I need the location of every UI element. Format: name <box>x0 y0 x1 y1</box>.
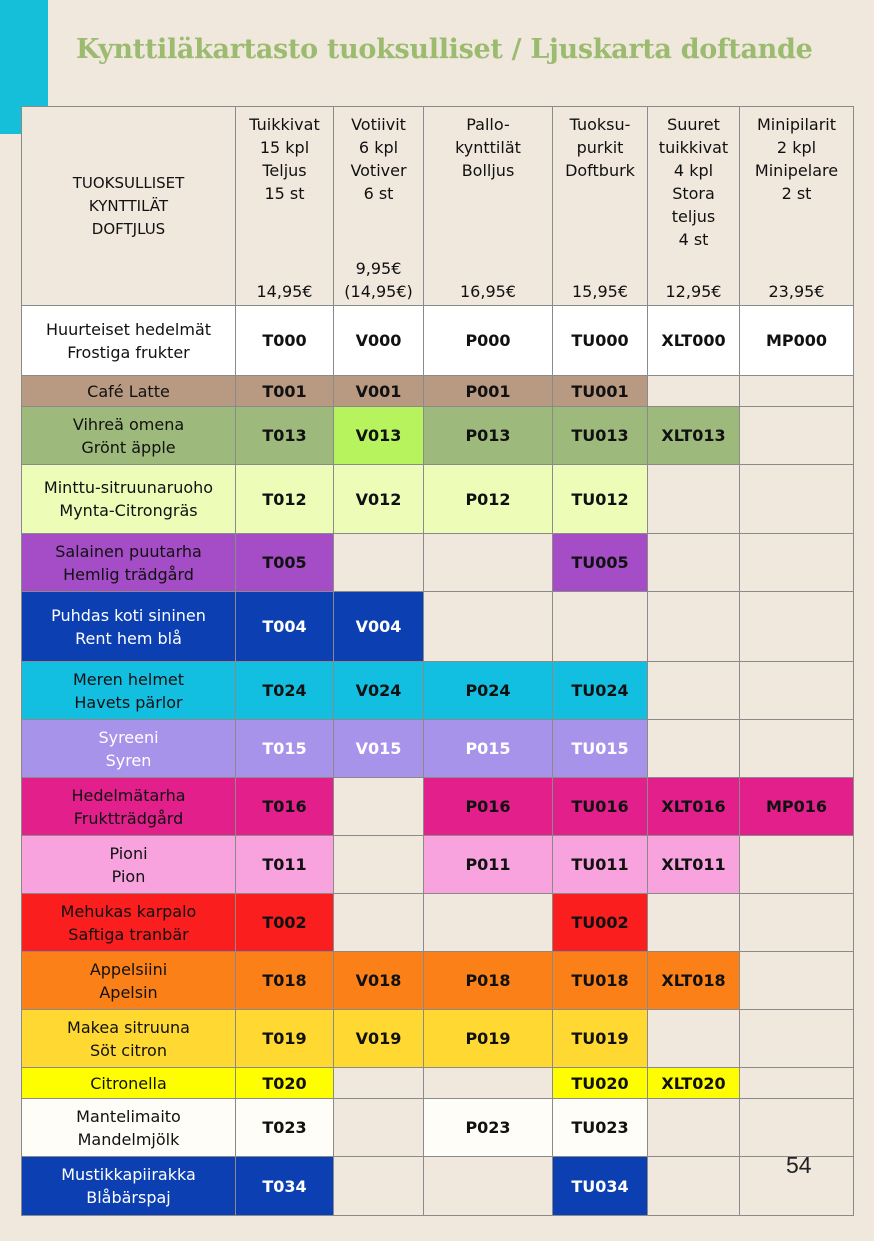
product-code: MP016 <box>740 778 854 836</box>
product-code: T016 <box>236 778 334 836</box>
product-code: TU013 <box>553 407 648 465</box>
product-code: T024 <box>236 662 334 720</box>
scent-name: Minttu-sitruunaruoho Mynta-Citrongräs <box>22 465 236 534</box>
product-code: TU019 <box>553 1010 648 1068</box>
column-price: 16,95€ <box>460 282 516 301</box>
scent-name: Hedelmätarha Fruktträdgård <box>22 778 236 836</box>
product-code: T034 <box>236 1157 334 1216</box>
product-code: T011 <box>236 836 334 894</box>
empty-cell <box>334 534 424 592</box>
product-code: TU005 <box>553 534 648 592</box>
product-code: V001 <box>334 376 424 407</box>
product-code: TU001 <box>553 376 648 407</box>
empty-cell <box>648 592 740 662</box>
table-row <box>22 778 854 836</box>
product-code: TU024 <box>553 662 648 720</box>
product-code: T012 <box>236 465 334 534</box>
table-row <box>22 662 854 720</box>
table-row <box>22 592 854 662</box>
empty-cell <box>648 534 740 592</box>
product-code: T001 <box>236 376 334 407</box>
empty-cell <box>648 376 740 407</box>
product-code: T018 <box>236 952 334 1010</box>
empty-cell <box>334 778 424 836</box>
product-code: V019 <box>334 1010 424 1068</box>
scent-name: Mantelimaito Mandelmjölk <box>22 1099 236 1157</box>
product-code: XLT016 <box>648 778 740 836</box>
empty-cell <box>424 592 553 662</box>
empty-cell <box>740 720 854 778</box>
product-code: V013 <box>334 407 424 465</box>
product-code: T019 <box>236 1010 334 1068</box>
empty-cell <box>740 952 854 1010</box>
product-code: TU012 <box>553 465 648 534</box>
product-code: XLT013 <box>648 407 740 465</box>
scent-name: Pioni Pion <box>22 836 236 894</box>
table-row <box>22 952 854 1010</box>
empty-cell <box>424 534 553 592</box>
empty-cell <box>648 894 740 952</box>
column-price: 15,95€ <box>572 282 628 301</box>
empty-cell <box>740 1068 854 1099</box>
product-code: T020 <box>236 1068 334 1099</box>
table-row <box>22 836 854 894</box>
product-code: T002 <box>236 894 334 952</box>
product-code: TU023 <box>553 1099 648 1157</box>
product-code: TU020 <box>553 1068 648 1099</box>
column-price: 9,95€ (14,95€) <box>344 259 413 301</box>
empty-cell <box>740 894 854 952</box>
empty-cell <box>740 836 854 894</box>
product-code: XLT020 <box>648 1068 740 1099</box>
product-code: V024 <box>334 662 424 720</box>
candle-chart-table <box>21 106 854 1216</box>
product-code: T000 <box>236 306 334 376</box>
scent-name: Café Latte <box>22 376 236 407</box>
empty-cell <box>648 1010 740 1068</box>
empty-cell <box>334 1157 424 1216</box>
product-code: V000 <box>334 306 424 376</box>
empty-cell <box>334 1099 424 1157</box>
product-code: TU034 <box>553 1157 648 1216</box>
empty-cell <box>740 1010 854 1068</box>
empty-cell <box>648 1157 740 1216</box>
product-code: P015 <box>424 720 553 778</box>
empty-cell <box>648 465 740 534</box>
column-header <box>553 107 648 306</box>
column-name: Tuoksu- purkit Doftburk <box>565 115 635 180</box>
table-row <box>22 407 854 465</box>
column-name: Minipilarit 2 kpl Minipelare 2 st <box>754 115 839 203</box>
product-code: P016 <box>424 778 553 836</box>
table-row <box>22 376 854 407</box>
product-code: XLT018 <box>648 952 740 1010</box>
product-code: TU000 <box>553 306 648 376</box>
page-number: 54 <box>786 1152 812 1178</box>
table-row <box>22 1068 854 1099</box>
product-code: XLT011 <box>648 836 740 894</box>
empty-cell <box>424 894 553 952</box>
column-name: Votiivit 6 kpl Votiver 6 st <box>350 115 407 203</box>
table-row <box>22 894 854 952</box>
product-code: MP000 <box>740 306 854 376</box>
empty-cell <box>424 1157 553 1216</box>
empty-cell <box>334 894 424 952</box>
empty-cell <box>740 592 854 662</box>
column-name: Pallo- kynttilät Bolljus <box>455 115 521 180</box>
product-code: P019 <box>424 1010 553 1068</box>
table-row <box>22 1157 854 1216</box>
product-code: P024 <box>424 662 553 720</box>
corner-header: TUOKSULLISET KYNTTILÄT DOFTJLUS <box>22 107 236 306</box>
empty-cell <box>740 407 854 465</box>
scent-name: Appelsiini Apelsin <box>22 952 236 1010</box>
product-code: T013 <box>236 407 334 465</box>
table-row <box>22 534 854 592</box>
scent-name: Huurteiset hedelmät Frostiga frukter <box>22 306 236 376</box>
product-code: V015 <box>334 720 424 778</box>
empty-cell <box>648 662 740 720</box>
column-header <box>648 107 740 306</box>
scent-name: Makea sitruuna Söt citron <box>22 1010 236 1068</box>
product-code: TU018 <box>553 952 648 1010</box>
empty-cell <box>334 836 424 894</box>
column-header <box>236 107 334 306</box>
product-code: P000 <box>424 306 553 376</box>
product-code: V012 <box>334 465 424 534</box>
empty-cell <box>648 1099 740 1157</box>
product-code: V018 <box>334 952 424 1010</box>
product-code: V004 <box>334 592 424 662</box>
empty-cell <box>740 662 854 720</box>
product-code: T005 <box>236 534 334 592</box>
empty-cell <box>740 534 854 592</box>
table-row <box>22 1099 854 1157</box>
product-code: P023 <box>424 1099 553 1157</box>
column-price: 14,95€ <box>256 282 313 301</box>
product-code: XLT000 <box>648 306 740 376</box>
page-title: Kynttiläkartasto tuoksulliset / Ljuskarta doftande <box>76 34 813 65</box>
product-code: P013 <box>424 407 553 465</box>
column-header <box>740 107 854 306</box>
scent-name: Meren helmet Havets pärlor <box>22 662 236 720</box>
table-row <box>22 306 854 376</box>
column-name: Tuikkivat 15 kpl Teljus 15 st <box>249 115 320 203</box>
table-row <box>22 720 854 778</box>
empty-cell <box>334 1068 424 1099</box>
product-code: TU002 <box>553 894 648 952</box>
empty-cell <box>553 592 648 662</box>
scent-name: Puhdas koti sininen Rent hem blå <box>22 592 236 662</box>
column-price: 23,95€ <box>768 282 825 301</box>
scent-name: Vihreä omena Grönt äpple <box>22 407 236 465</box>
product-code: P018 <box>424 952 553 1010</box>
empty-cell <box>740 1099 854 1157</box>
column-header <box>334 107 424 306</box>
product-code: P012 <box>424 465 553 534</box>
product-code: TU011 <box>553 836 648 894</box>
column-header <box>424 107 553 306</box>
table-row <box>22 465 854 534</box>
column-price: 12,95€ <box>665 282 722 301</box>
column-name: Suuret tuikkivat 4 kpl Stora teljus 4 st <box>658 115 729 249</box>
empty-cell <box>740 376 854 407</box>
product-code: TU016 <box>553 778 648 836</box>
scent-name: Syreeni Syren <box>22 720 236 778</box>
product-code: T004 <box>236 592 334 662</box>
product-code: T023 <box>236 1099 334 1157</box>
empty-cell <box>740 465 854 534</box>
scent-name: Mustikkapiirakka Blåbärspaj <box>22 1157 236 1216</box>
scent-name: Mehukas karpalo Saftiga tranbär <box>22 894 236 952</box>
product-code: P011 <box>424 836 553 894</box>
scent-name: Salainen puutarha Hemlig trädgård <box>22 534 236 592</box>
header-row <box>22 107 854 306</box>
product-code: P001 <box>424 376 553 407</box>
scent-name: Citronella <box>22 1068 236 1099</box>
table-row <box>22 1010 854 1068</box>
table-body <box>22 306 854 1216</box>
empty-cell <box>424 1068 553 1099</box>
product-code: T015 <box>236 720 334 778</box>
product-code: TU015 <box>553 720 648 778</box>
empty-cell <box>648 720 740 778</box>
